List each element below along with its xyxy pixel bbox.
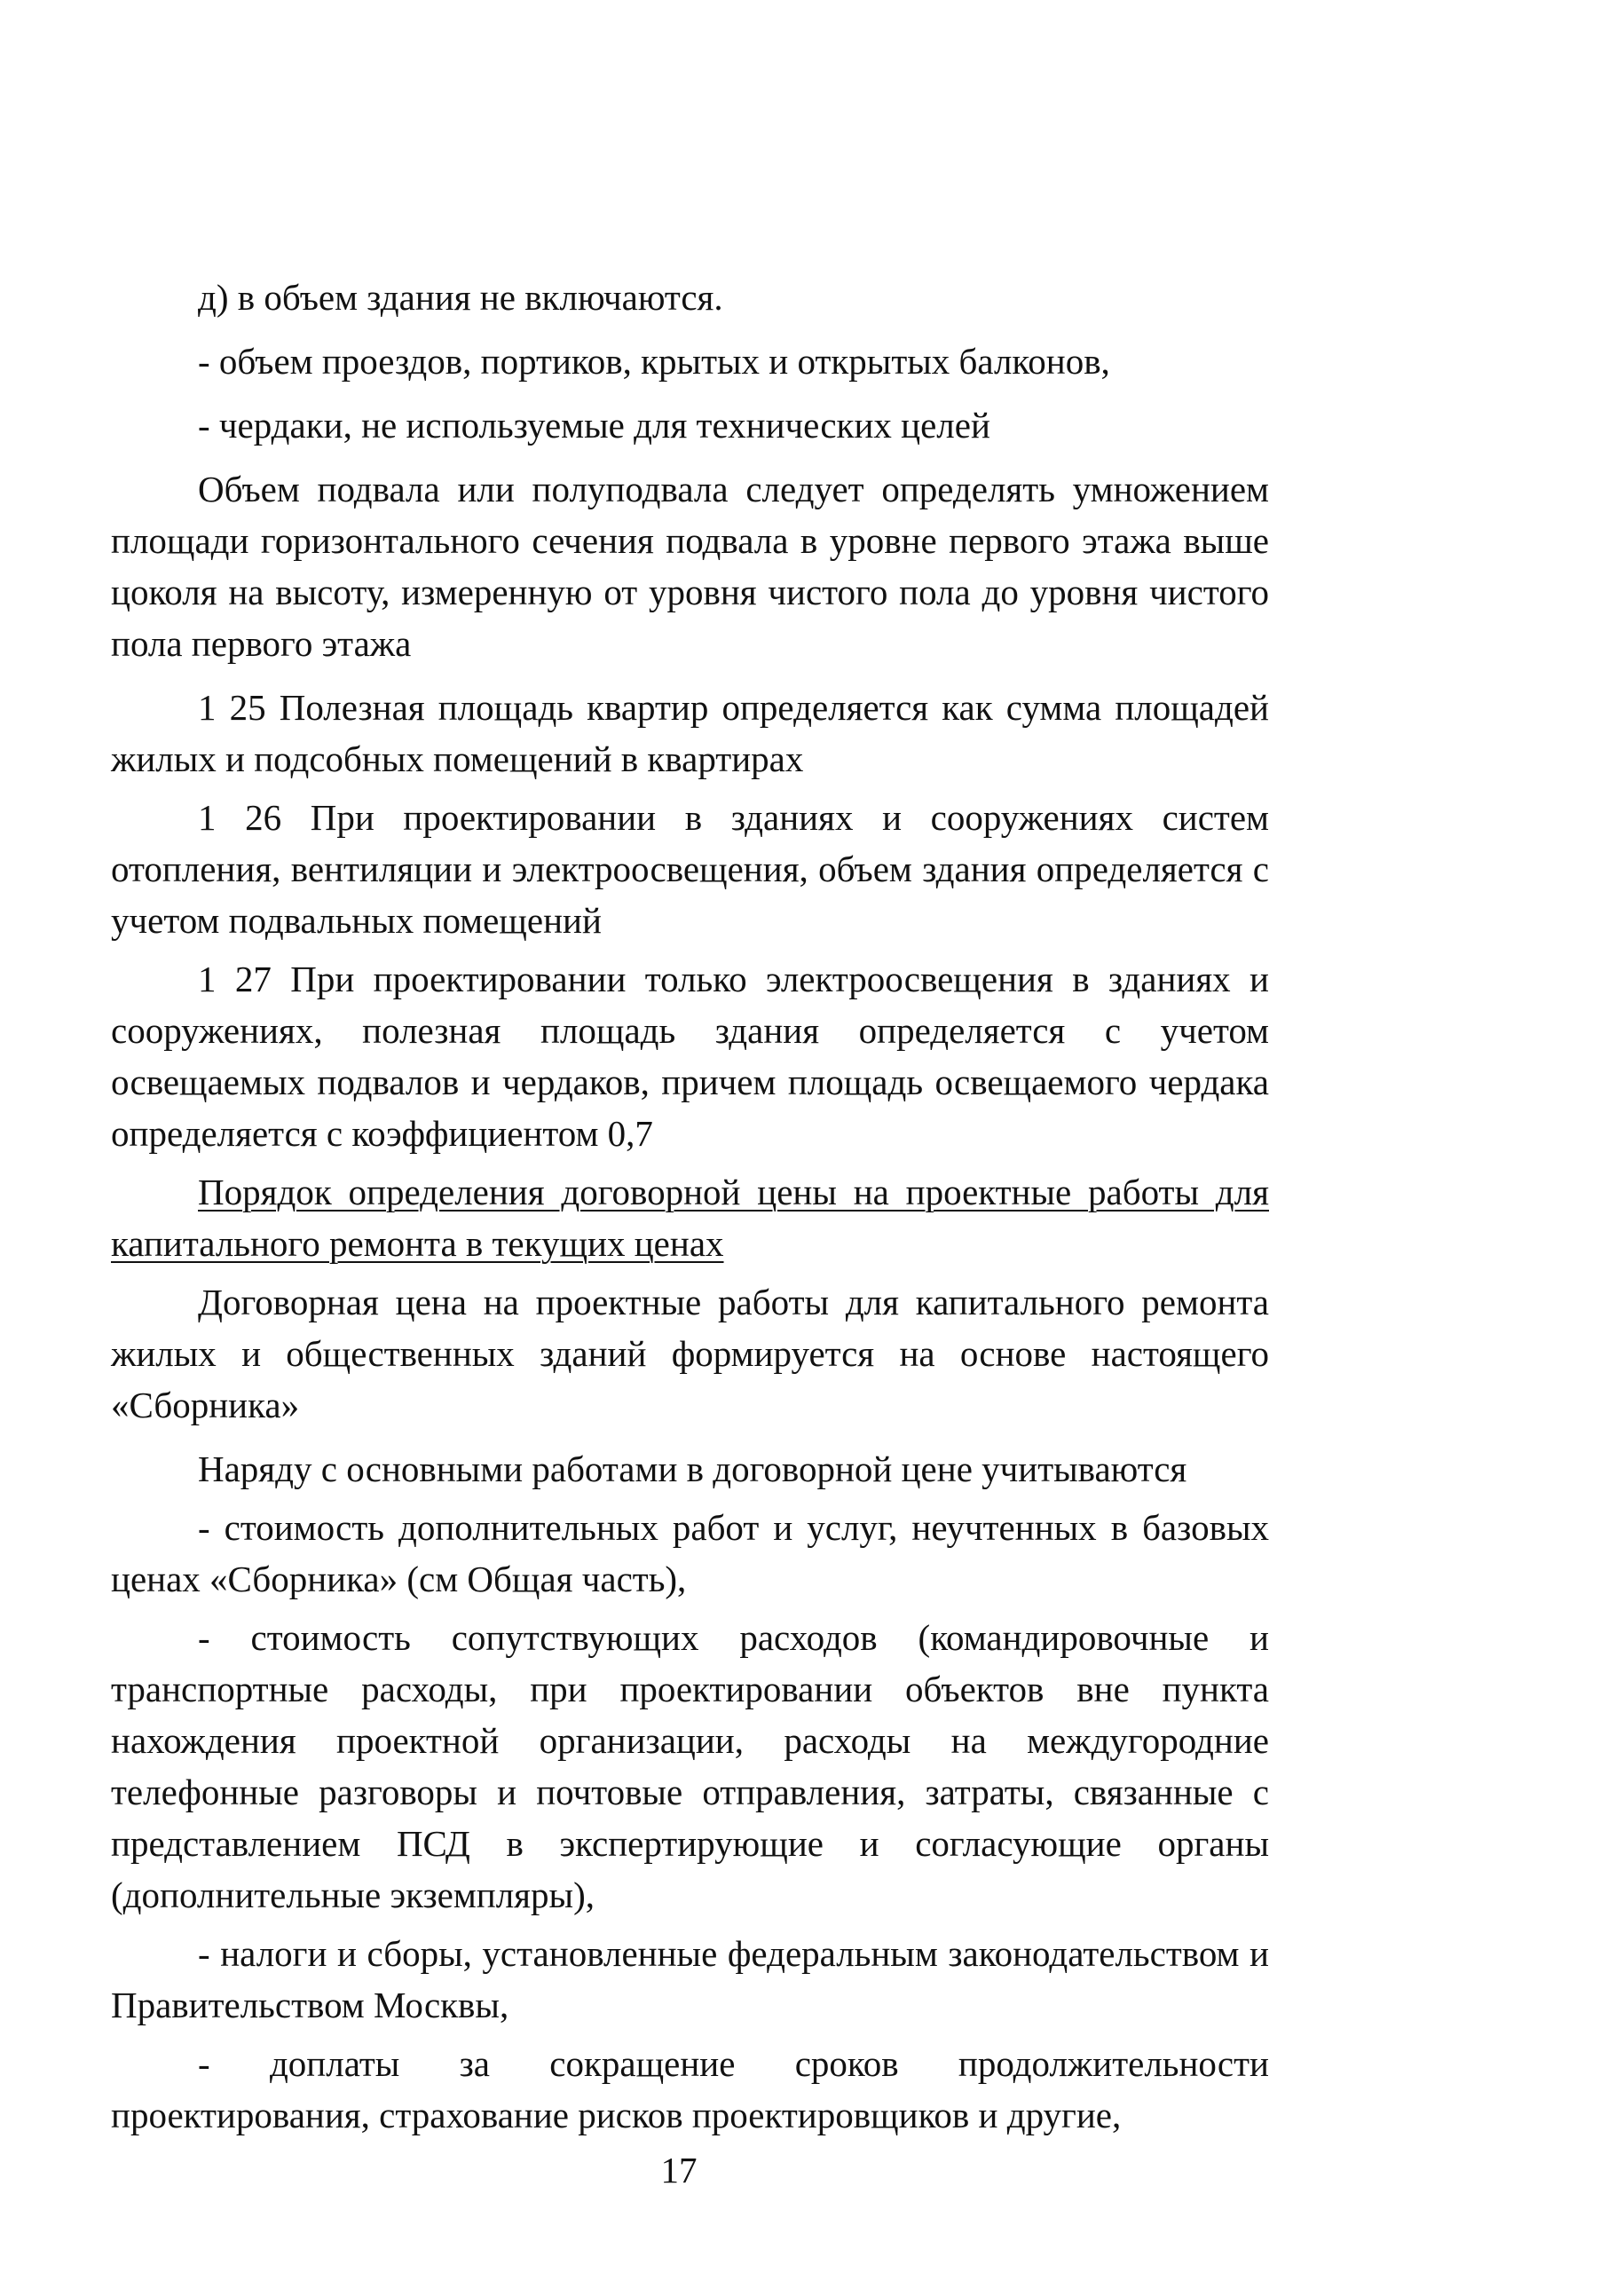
intro-line: д) в объем здания не включаются. [198,277,723,318]
included-item: - налоги и сборы, установленные федеральным законодательством и Правительством Москвы, [111,1933,1269,2025]
exclusion-item: - объем проездов, портиков, крытых и открытых балконов, [198,341,1110,382]
clause-1-27: 1 27 При проектировании только электроосвещения в зданиях и сооружениях, полезная площадь здания определяется с учетом освещаемых подвалов и чердаков, причем площадь освещаемого чердака определяется с коэффициентом 0,7 [111,959,1269,1154]
price-paragraph: Договорная цена на проектные работы для капитального ремонта жилых и общественных зданий формируется на основе настоящего «Сборника» [111,1282,1269,1425]
clause-1-25: 1 25 Полезная площадь квартир определяется как сумма площадей жилых и подсобных помещений в квартирах [111,687,1269,779]
included-intro: Наряду с основными работами в договорной цене учитываются [198,1448,1187,1489]
exclusion-item: - чердаки, не используемые для технических целей [198,405,990,446]
document-body [111,272,1269,2141]
page-number: 17 [660,2150,698,2190]
clause-1-26: 1 26 При проектировании в зданиях и сооружениях систем отопления, вентиляции и электроосвещения, объем здания определяется с учетом подвальных помещений [111,797,1269,941]
section-heading: Порядок определения договорной цены на проектные работы для капитального ремонта в текущих ценах [111,1172,1269,1264]
included-item: - стоимость дополнительных работ и услуг, неучтенных в базовых ценах «Сборника» (см Общая часть), [111,1507,1269,1599]
included-item: - доплаты за сокращение сроков продолжительности проектирования, страхование рисков проектировщиков и другие, [111,2043,1269,2135]
included-item: - стоимость сопутствующих расходов (командировочные и транспортные расходы, при проектировании объектов вне пункта нахождения проектной организации, расходы на междугородние телефонные разговоры и почтовые отправления, затраты, связанные с представлением ПСД в экспертирующие и согласующие органы (дополнительные экземпляры), [111,1617,1269,1915]
basement-paragraph: Объем подвала или полуподвала следует определять умножением площади горизонтального сечения подвала в уровне первого этажа выше цоколя на высоту, измеренную от уровня чистого пола до уровня чистого пола первого этажа [111,469,1269,664]
